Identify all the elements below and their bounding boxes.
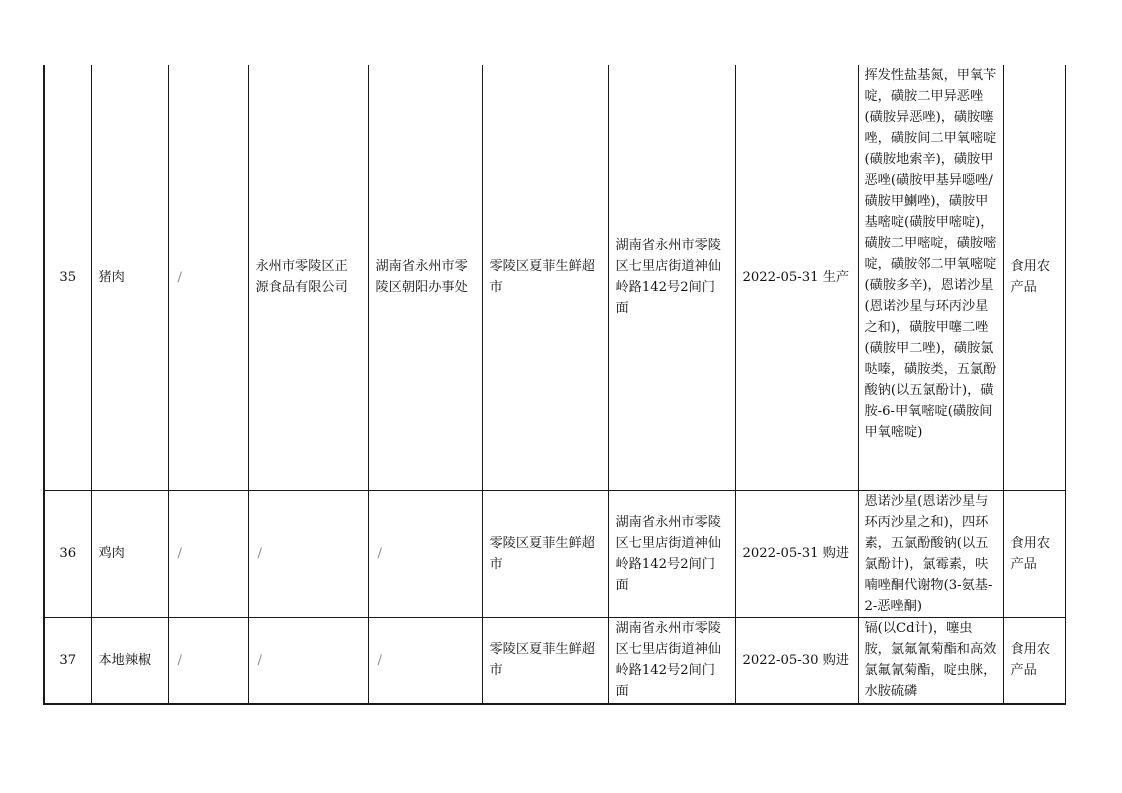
- date-cell: 2022-05-30 购进: [735, 617, 858, 704]
- category-cell: 食用农产品: [1003, 617, 1065, 704]
- sampling-results-table: [43, 65, 1066, 705]
- producer-address-cell: /: [368, 490, 482, 617]
- producer-cell: 永州市零陵区正源食品有限公司: [248, 65, 368, 490]
- category-cell: 食用农产品: [1003, 65, 1065, 490]
- sample-name: 鸡肉: [91, 490, 168, 617]
- sampled-address-cell: 湖南省永州市零陵区七里店街道神仙岭路142号2间门面: [608, 617, 735, 704]
- table-row: [44, 490, 1065, 617]
- producer-cell: /: [248, 617, 368, 704]
- sampled-address-cell: 湖南省永州市零陵区七里店街道神仙岭路142号2间门面: [608, 490, 735, 617]
- test-items-cell: 恩诺沙星(恩诺沙星与环丙沙星之和)，四环素，五氯酚酸钠(以五氯酚计)，氯霉素，呋喃唑酮代谢物(3-氨基-2-恶唑酮): [858, 490, 1003, 617]
- sampled-unit-cell: 零陵区夏菲生鲜超市: [482, 65, 608, 490]
- sample-name: 猪肉: [91, 65, 168, 490]
- table-row: [44, 617, 1065, 704]
- row-number: 37: [44, 617, 91, 704]
- producer-address-cell: 湖南省永州市零陵区朝阳办事处: [368, 65, 482, 490]
- sampled-address-cell: 湖南省永州市零陵区七里店街道神仙岭路142号2间门面: [608, 65, 735, 490]
- row-number: 36: [44, 490, 91, 617]
- producer-address-cell: /: [368, 617, 482, 704]
- test-items-cell: 挥发性盐基氮，甲氧苄啶，磺胺二甲异恶唑(磺胺异恶唑)，磺胺噻唑，磺胺间二甲氧嘧啶(磺胺地索辛)，磺胺甲恶唑(磺胺甲基异噁唑/磺胺甲鯻唑)，磺胺甲基嘧啶(磺胺甲嘧啶)，磺胺二甲嘧啶，磺胺嘧啶，磺胺邻二甲氧嘧啶(磺胺多辛)，恩诺沙星(恩诺沙星与环丙沙星之和)，磺胺甲噻二唑(磺胺甲二唑)，磺胺氯哒嗪，磺胺类，五氯酚酸钠(以五氯酚计)，磺胺-6-甲氧嘧啶(磺胺间甲氧嘧啶): [858, 65, 1003, 490]
- row-number: 35: [44, 65, 91, 490]
- brand-cell: /: [168, 65, 248, 490]
- producer-cell: /: [248, 490, 368, 617]
- table-row: [44, 65, 1065, 490]
- date-cell: 2022-05-31 购进: [735, 490, 858, 617]
- test-items-cell: 镉(以Cd计)，噻虫胺，氯氟氰菊酯和高效氯氟氰菊酯，啶虫脒，水胺硫磷: [858, 617, 1003, 704]
- category-cell: 食用农产品: [1003, 490, 1065, 617]
- brand-cell: /: [168, 490, 248, 617]
- date-cell: 2022-05-31 生产: [735, 65, 858, 490]
- sample-name: 本地辣椒: [91, 617, 168, 704]
- sampled-unit-cell: 零陵区夏菲生鲜超市: [482, 490, 608, 617]
- brand-cell: /: [168, 617, 248, 704]
- sampled-unit-cell: 零陵区夏菲生鲜超市: [482, 617, 608, 704]
